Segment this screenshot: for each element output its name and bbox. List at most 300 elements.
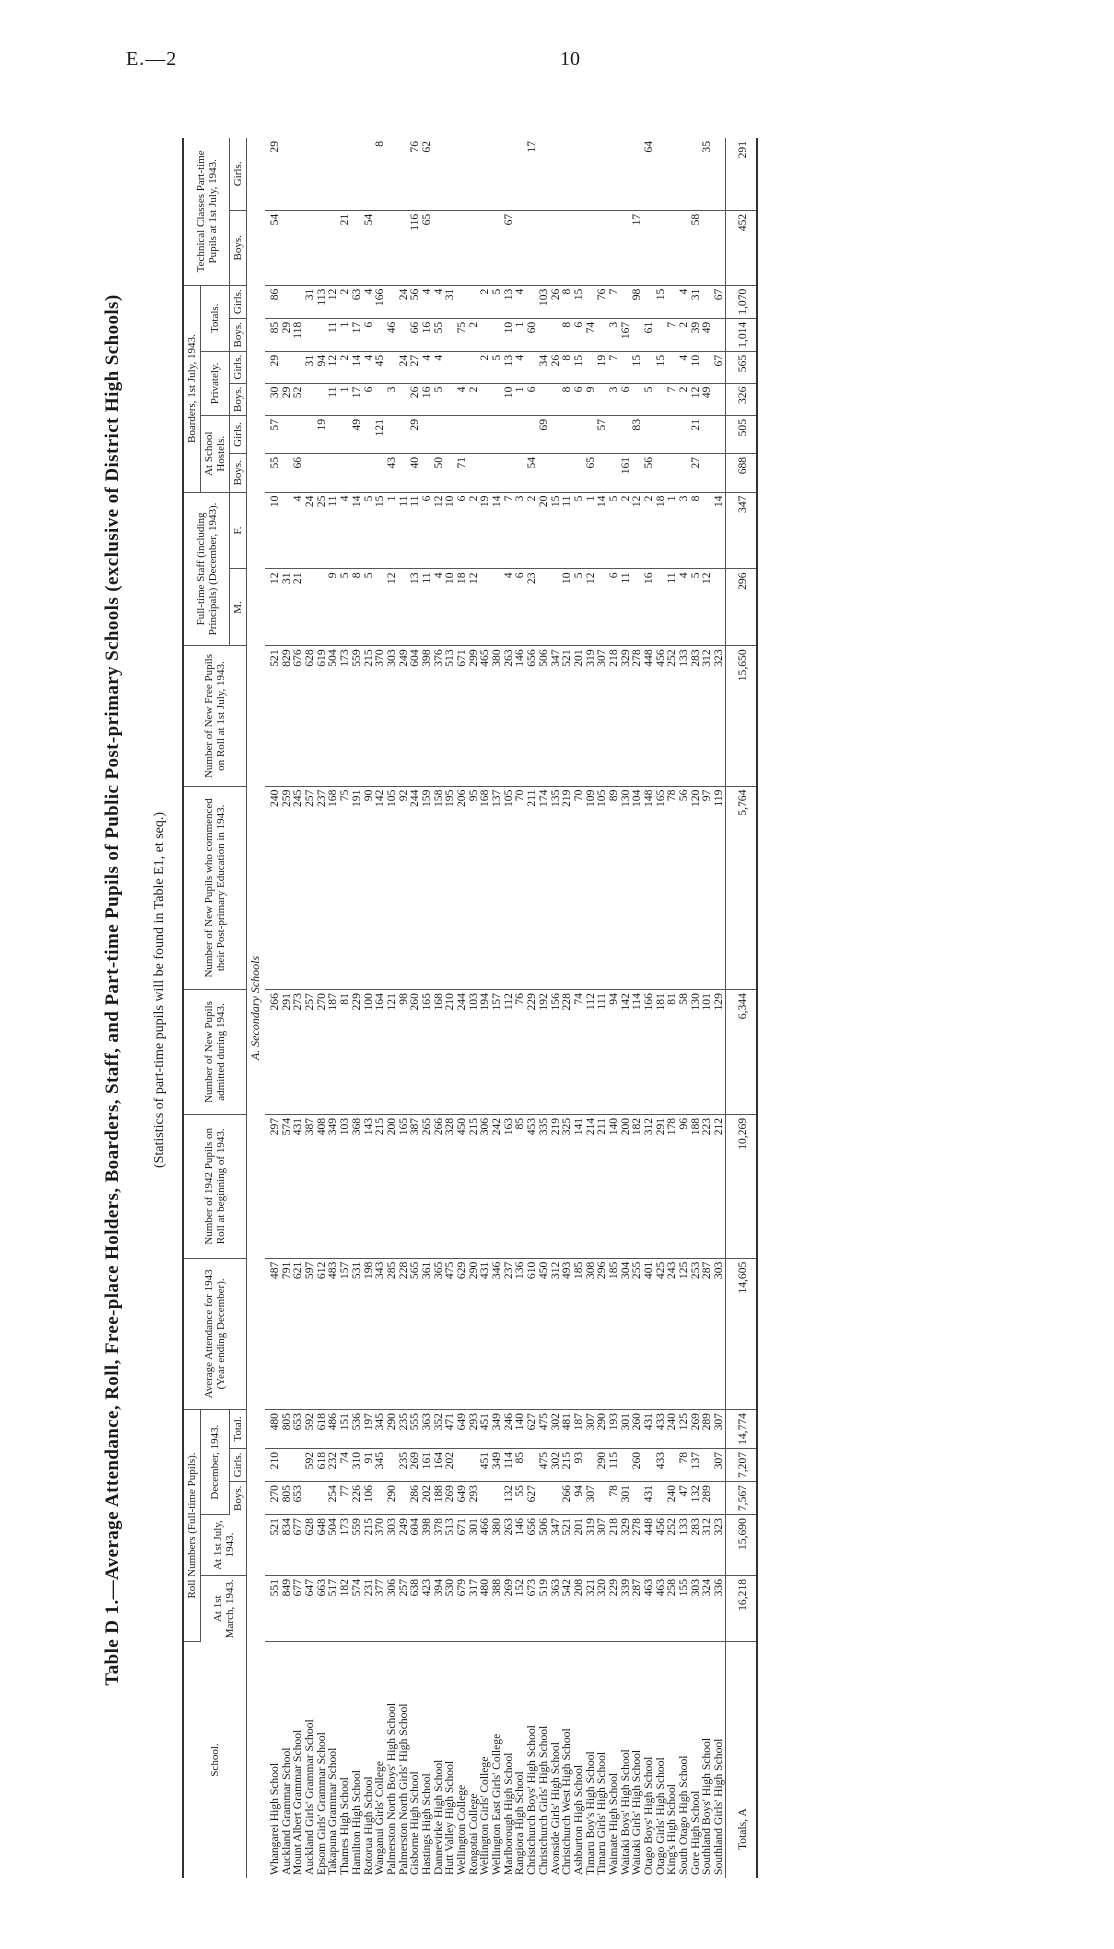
value-cell: 290 — [596, 1410, 608, 1449]
value-cell: 12 — [265, 569, 281, 646]
value-cell: 146 — [514, 1515, 526, 1576]
value-cell: 308 — [585, 1258, 597, 1409]
value-cell: 2 — [678, 318, 690, 351]
value-cell: 157 — [491, 990, 503, 1115]
col-new-admitted: Number of New Pupils admitted during 1943. — [183, 990, 247, 1115]
value-cell: 226 — [351, 1482, 363, 1515]
value-cell: 15 — [573, 285, 585, 318]
value-cell: 628 — [304, 1515, 316, 1576]
school-name-cell: Gisborne High School — [408, 1771, 422, 1875]
value-cell: 56 — [678, 786, 690, 989]
value-cell — [316, 210, 328, 285]
value-cell: 677 — [292, 1515, 304, 1576]
value-cell: 113 — [316, 285, 328, 318]
value-cell — [561, 138, 573, 210]
value-cell: 121 — [386, 990, 398, 1115]
value-cell: 125 — [678, 1258, 690, 1409]
value-cell: 10 — [444, 492, 456, 569]
value-cell: 5 — [643, 383, 655, 415]
value-cell: 5 — [573, 569, 585, 646]
value-cell: 223 — [701, 1114, 713, 1258]
value-cell: 4 — [678, 285, 690, 318]
value-cell: 106 — [363, 1482, 375, 1515]
value-cell: 349 — [327, 1114, 339, 1258]
value-cell: 18 — [456, 569, 468, 646]
value-cell: 78 — [666, 786, 678, 989]
table-row — [421, 138, 433, 1878]
value-cell: 349 — [491, 1410, 503, 1449]
value-cell: 96 — [678, 1114, 690, 1258]
value-cell — [351, 210, 363, 285]
rotated-table-page — [100, 100, 1030, 1880]
value-cell: 423 — [421, 1575, 433, 1641]
value-cell: 194 — [479, 990, 491, 1115]
value-cell: 90 — [363, 786, 375, 989]
value-cell: 81 — [666, 990, 678, 1115]
value-cell: 75 — [456, 318, 468, 351]
value-cell — [363, 453, 375, 492]
value-cell: 165 — [421, 990, 433, 1115]
value-cell: 152 — [514, 1575, 526, 1641]
school-name-cell: King's High School — [665, 1784, 679, 1875]
value-cell: 16 — [421, 383, 433, 415]
value-cell: 12 — [690, 383, 702, 415]
value-cell: 191 — [351, 786, 363, 989]
value-cell — [491, 1482, 503, 1515]
value-cell — [491, 415, 503, 453]
value-cell: 4 — [514, 285, 526, 318]
value-cell: 15,650 — [725, 646, 757, 786]
value-cell: 10 — [503, 318, 515, 351]
value-cell: 269 — [503, 1575, 515, 1641]
value-cell: 158 — [433, 786, 445, 989]
value-cell: 132 — [690, 1482, 702, 1515]
value-cell: 49 — [701, 383, 713, 415]
value-cell: 69 — [538, 415, 550, 453]
value-cell: 78 — [678, 1448, 690, 1481]
value-cell: 244 — [456, 990, 468, 1115]
value-cell: 187 — [573, 1410, 585, 1449]
col-dec-boys: Boys. — [230, 1482, 247, 1515]
value-cell: 269 — [690, 1410, 702, 1449]
school-name-cell: Wellington East Girls' College — [490, 1733, 504, 1875]
value-cell: 26 — [550, 285, 562, 318]
table-row — [327, 138, 339, 1878]
value-cell: 208 — [573, 1575, 585, 1641]
value-cell: 829 — [281, 646, 293, 786]
col-july: At 1st July, 1943. — [201, 1515, 247, 1576]
value-cell — [491, 210, 503, 285]
header-row-1 — [183, 138, 201, 1878]
value-cell — [468, 210, 480, 285]
value-cell: 219 — [561, 786, 573, 989]
value-cell: 49 — [701, 318, 713, 351]
value-cell: 425 — [655, 1258, 667, 1409]
value-cell: 157 — [339, 1258, 351, 1409]
value-cell: 6 — [363, 318, 375, 351]
value-cell: 11 — [561, 492, 573, 569]
value-cell: 178 — [666, 1114, 678, 1258]
school-name-cell: Gore High School — [688, 1790, 702, 1875]
section-heading-row — [247, 138, 266, 1878]
value-cell: 266 — [265, 990, 281, 1115]
value-cell: 448 — [643, 646, 655, 786]
value-cell: 14,774 — [725, 1410, 757, 1449]
value-cell: 215 — [561, 1448, 573, 1481]
value-cell — [479, 1482, 491, 1515]
value-cell — [491, 138, 503, 210]
value-cell: 63 — [351, 285, 363, 318]
value-cell: 45 — [374, 351, 386, 383]
value-cell: 431 — [643, 1410, 655, 1449]
value-cell: 6 — [573, 383, 585, 415]
value-cell: 317 — [468, 1575, 480, 1641]
school-name-cell: Totals, A — [725, 1642, 757, 1879]
school-name-cell: Ashburton High School — [571, 1764, 585, 1875]
value-cell: 329 — [620, 1515, 632, 1576]
value-cell: 29 — [265, 351, 281, 383]
value-cell: 2 — [468, 492, 480, 569]
value-cell: 291 — [725, 138, 757, 210]
value-cell: 188 — [433, 1482, 445, 1515]
value-cell: 610 — [526, 1258, 538, 1409]
value-cell: 30 — [265, 383, 281, 415]
value-cell — [468, 453, 480, 492]
value-cell: 303 — [690, 1575, 702, 1641]
value-cell — [421, 415, 433, 453]
value-cell: 91 — [363, 1448, 375, 1481]
value-cell: 60 — [526, 318, 538, 351]
value-cell: 677 — [292, 1575, 304, 1641]
value-cell: 174 — [538, 786, 550, 989]
value-cell: 4 — [433, 285, 445, 318]
value-cell: 206 — [456, 786, 468, 989]
value-cell — [304, 318, 316, 351]
value-cell: 368 — [351, 1114, 363, 1258]
value-cell: 451 — [479, 1410, 491, 1449]
col-staff-f: F. — [230, 492, 247, 569]
value-cell: 5 — [363, 569, 375, 646]
value-cell: 7 — [666, 318, 678, 351]
value-cell: 2 — [643, 492, 655, 569]
value-cell: 229 — [608, 1575, 620, 1641]
value-cell: 245 — [292, 786, 304, 989]
value-cell: 335 — [538, 1114, 550, 1258]
value-cell: 453 — [526, 1114, 538, 1258]
value-cell: 8 — [561, 383, 573, 415]
value-cell: 212 — [713, 1114, 725, 1258]
table-row — [643, 138, 655, 1878]
value-cell: 380 — [491, 646, 503, 786]
value-cell: 34 — [538, 351, 550, 383]
table-row — [596, 138, 608, 1878]
value-cell: 155 — [678, 1575, 690, 1641]
value-cell — [386, 138, 398, 210]
value-cell — [666, 138, 678, 210]
value-cell: 5 — [491, 351, 503, 383]
data-table — [182, 138, 758, 1878]
value-cell: 76 — [514, 990, 526, 1115]
col-tech-boys: Boys. — [230, 210, 247, 285]
value-cell — [479, 210, 491, 285]
value-cell: 466 — [479, 1515, 491, 1576]
value-cell: 312 — [701, 646, 713, 786]
value-cell — [386, 210, 398, 285]
value-cell — [608, 415, 620, 453]
value-cell: 240 — [666, 1482, 678, 1515]
value-cell: 431 — [292, 1114, 304, 1258]
value-cell: 164 — [433, 1448, 445, 1481]
value-cell — [363, 138, 375, 210]
value-cell: 76 — [596, 285, 608, 318]
table-row — [304, 138, 316, 1878]
value-cell: 521 — [561, 1515, 573, 1576]
value-cell: 140 — [514, 1410, 526, 1449]
value-cell: 94 — [573, 1482, 585, 1515]
value-cell: 29 — [265, 138, 281, 210]
value-cell: 27 — [409, 351, 421, 383]
value-cell: 50 — [433, 453, 445, 492]
value-cell — [433, 415, 445, 453]
value-cell: 3 — [608, 383, 620, 415]
value-cell — [643, 210, 655, 285]
value-cell: 301 — [468, 1515, 480, 1576]
value-cell: 465 — [479, 646, 491, 786]
value-cell: 257 — [398, 1575, 410, 1641]
value-cell: 530 — [444, 1575, 456, 1641]
value-cell: 627 — [526, 1482, 538, 1515]
col-totals-girls: Girls. — [230, 285, 247, 318]
value-cell: 164 — [374, 990, 386, 1115]
value-cell: 14 — [491, 492, 503, 569]
value-cell: 12 — [585, 569, 597, 646]
value-cell: 103 — [538, 285, 550, 318]
value-cell — [456, 351, 468, 383]
value-cell — [678, 210, 690, 285]
value-cell: 291 — [655, 1114, 667, 1258]
value-cell: 211 — [596, 1114, 608, 1258]
value-cell — [713, 1482, 725, 1515]
value-cell — [701, 415, 713, 453]
value-cell: 218 — [608, 1515, 620, 1576]
value-cell: 62 — [421, 138, 433, 210]
value-cell: 307 — [596, 646, 608, 786]
value-cell: 25 — [316, 492, 328, 569]
col-tech-girls: Girls. — [230, 138, 247, 210]
value-cell: 352 — [433, 1410, 445, 1449]
value-cell — [479, 138, 491, 210]
value-cell: 65 — [421, 210, 433, 285]
value-cell — [526, 210, 538, 285]
value-cell — [643, 415, 655, 453]
value-cell: 269 — [409, 1448, 421, 1481]
value-cell: 103 — [339, 1114, 351, 1258]
value-cell: 120 — [690, 786, 702, 989]
value-cell: 376 — [433, 646, 445, 786]
table-row — [265, 138, 281, 1878]
value-cell: 592 — [304, 1448, 316, 1481]
value-cell: 31 — [304, 351, 316, 383]
value-cell: 2 — [339, 351, 351, 383]
value-cell: 3 — [386, 383, 398, 415]
value-cell: 109 — [585, 786, 597, 989]
school-name-cell: Christchurch West High School — [560, 1728, 574, 1875]
col-march: At 1st March, 1943. — [201, 1575, 247, 1641]
value-cell: 31 — [444, 285, 456, 318]
value-cell: 287 — [701, 1258, 713, 1409]
value-cell: 142 — [374, 786, 386, 989]
value-cell: 629 — [456, 1258, 468, 1409]
value-cell: 361 — [421, 1258, 433, 1409]
value-cell: 67 — [713, 351, 725, 383]
value-cell — [327, 453, 339, 492]
value-cell: 517 — [327, 1575, 339, 1641]
value-cell: 15 — [374, 492, 386, 569]
value-cell: 173 — [339, 1515, 351, 1576]
value-cell: 270 — [265, 1482, 281, 1515]
value-cell: 1 — [386, 492, 398, 569]
value-cell: 486 — [327, 1410, 339, 1449]
value-cell: 266 — [561, 1482, 573, 1515]
value-cell: 210 — [265, 1448, 281, 1481]
value-cell — [491, 453, 503, 492]
value-cell: 663 — [316, 1575, 328, 1641]
value-cell: 301 — [620, 1410, 632, 1449]
value-cell: 219 — [550, 1114, 562, 1258]
value-cell: 307 — [713, 1448, 725, 1481]
value-cell: 343 — [374, 1258, 386, 1409]
value-cell: 278 — [631, 646, 643, 786]
value-cell: 114 — [503, 1448, 515, 1481]
value-cell: 12 — [386, 569, 398, 646]
value-cell — [701, 210, 713, 285]
value-cell: 656 — [526, 646, 538, 786]
value-cell: 5 — [491, 285, 503, 318]
value-cell: 471 — [444, 1410, 456, 1449]
value-cell: 29 — [409, 415, 421, 453]
value-cell: 77 — [339, 1482, 351, 1515]
value-cell: 506 — [538, 646, 550, 786]
value-cell — [456, 415, 468, 453]
value-cell: 244 — [409, 786, 421, 989]
value-cell: 242 — [491, 1114, 503, 1258]
value-cell: 6 — [620, 383, 632, 415]
value-cell: 1 — [339, 383, 351, 415]
value-cell: 23 — [526, 569, 538, 646]
value-cell: 505 — [725, 415, 757, 453]
school-name-cell: Wellington College — [455, 1784, 469, 1875]
value-cell: 4 — [421, 285, 433, 318]
value-cell: 57 — [265, 415, 281, 453]
value-cell: 168 — [327, 786, 339, 989]
value-cell: 24 — [304, 492, 316, 569]
value-cell: 103 — [468, 990, 480, 1115]
value-cell: 19 — [596, 351, 608, 383]
value-cell: 168 — [479, 786, 491, 989]
value-cell — [655, 453, 667, 492]
value-cell: 452 — [725, 210, 757, 285]
value-cell: 166 — [643, 990, 655, 1115]
value-cell — [304, 383, 316, 415]
value-cell: 142 — [620, 990, 632, 1115]
value-cell: 387 — [304, 1114, 316, 1258]
value-cell: 289 — [701, 1482, 713, 1515]
value-cell: 323 — [713, 1515, 725, 1576]
value-cell: 380 — [491, 1515, 503, 1576]
value-cell: 303 — [386, 646, 398, 786]
value-cell: 95 — [468, 786, 480, 989]
value-cell — [538, 210, 550, 285]
value-cell: 253 — [690, 1258, 702, 1409]
value-cell: 27 — [690, 453, 702, 492]
col-new-commenced: Number of New Pupils who commenced their Post-primary Education in 1943. — [183, 786, 247, 989]
school-name-cell: Mount Albert Grammar School — [291, 1729, 305, 1875]
value-cell: 326 — [725, 383, 757, 415]
value-cell: 237 — [316, 786, 328, 989]
school-name-cell: South Otago High School — [677, 1755, 691, 1875]
value-cell: 290 — [468, 1258, 480, 1409]
col-priv-girls: Girls. — [230, 351, 247, 383]
value-cell — [538, 1482, 550, 1515]
value-cell: 64 — [643, 138, 655, 210]
value-cell: 235 — [398, 1448, 410, 1481]
col-boarders-group: Boarders, 1st July, 1943. — [183, 285, 201, 492]
value-cell: 11 — [409, 492, 421, 569]
value-cell: 565 — [725, 351, 757, 383]
school-name-cell: Otago Boys' High School — [642, 1756, 656, 1875]
value-cell: 283 — [690, 646, 702, 786]
value-cell: 621 — [292, 1258, 304, 1409]
value-cell: 346 — [491, 1258, 503, 1409]
value-cell: 94 — [316, 351, 328, 383]
school-name-cell: Hutt Valley High School — [443, 1760, 457, 1875]
totals-row — [725, 138, 757, 1878]
value-cell: 513 — [444, 646, 456, 786]
value-cell: 574 — [281, 1114, 293, 1258]
value-cell: 85 — [265, 318, 281, 351]
value-cell: 252 — [666, 1515, 678, 1576]
value-cell: 450 — [456, 1114, 468, 1258]
value-cell: 7 — [666, 383, 678, 415]
value-cell — [386, 285, 398, 318]
value-cell — [538, 569, 550, 646]
value-cell: 1,070 — [725, 285, 757, 318]
value-cell — [433, 210, 445, 285]
value-cell — [514, 210, 526, 285]
value-cell: 1,014 — [725, 318, 757, 351]
value-cell: 504 — [327, 1515, 339, 1576]
table-title: Table D 1.—Average Attendance, Roll, Free-place Holders, Boarders, Staff, and Part-time Pupils of Public Post-primary Schools (exclusive of District High Schools) — [102, 294, 123, 1686]
value-cell: 347 — [550, 646, 562, 786]
value-cell: 638 — [409, 1575, 421, 1641]
value-cell: 293 — [468, 1482, 480, 1515]
value-cell: 612 — [316, 1258, 328, 1409]
value-cell — [316, 453, 328, 492]
value-cell: 4 — [363, 351, 375, 383]
school-name-cell: Palmerston North Girls' High School — [396, 1703, 410, 1875]
school-name-cell: Otago Girls' High School — [653, 1757, 667, 1875]
value-cell — [596, 138, 608, 210]
value-cell: 387 — [409, 1114, 421, 1258]
value-cell: 310 — [351, 1448, 363, 1481]
value-cell: 519 — [538, 1575, 550, 1641]
value-cell: 349 — [491, 1448, 503, 1481]
value-cell — [327, 415, 339, 453]
value-cell: 11 — [421, 569, 433, 646]
school-name-cell: Timaru Boy's High School — [583, 1751, 597, 1875]
value-cell: 5 — [573, 492, 585, 569]
school-name-cell: Christchurch Boys' High School — [525, 1725, 539, 1875]
